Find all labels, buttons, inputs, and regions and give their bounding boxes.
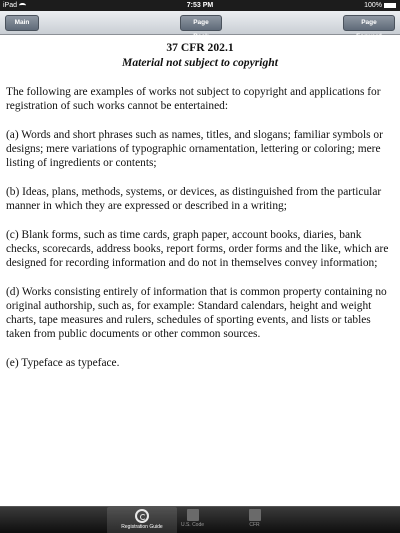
paragraph-c: (c) Blank forms, such as time cards, graph paper, account books, diaries, bank checks, scorecards, address books, report forms, order forms and the like, which are designed for recording information and do not in themselves convey information; bbox=[6, 229, 389, 269]
paragraph-b: (b) Ideas, plans, methods, systems, or devices, as distinguished from the particular manner in which they are expressed or described in a writing; bbox=[6, 186, 382, 212]
document-content bbox=[6, 41, 394, 385]
page-forward-button[interactable]: Page Forward bbox=[343, 15, 395, 31]
battery-percent: 100% bbox=[364, 2, 382, 9]
book-icon bbox=[187, 509, 199, 521]
book-icon bbox=[249, 509, 261, 521]
status-right bbox=[364, 0, 396, 11]
tab-cfr[interactable] bbox=[232, 507, 277, 533]
status-bar bbox=[0, 0, 400, 11]
paragraph-d: (d) Works consisting entirely of information that is common property containing no original authorship, such as, for example: Standard calendars, height and weight charts, tape measures and rulers, schedules of sporting events, and lists or tables taken from public documents or other common sources. bbox=[6, 286, 387, 340]
main-button[interactable]: Main bbox=[5, 15, 39, 31]
document-subtitle: Material not subject to copyright bbox=[122, 56, 278, 69]
paragraph-a: (a) Words and short phrases such as names, titles, and slogans; familiar symbols or designs; mere variations of typographic ornamentation, lettering or coloring; mere listing of ingredients or contents; bbox=[6, 129, 383, 169]
paragraph-e: (e) Typeface as typeface. bbox=[6, 357, 120, 369]
device-label: iPad bbox=[3, 2, 18, 9]
navigation-bar bbox=[0, 11, 400, 40]
tab-label: Registration Guide bbox=[121, 524, 163, 530]
tab-us-code[interactable] bbox=[170, 507, 215, 533]
battery-icon bbox=[384, 3, 396, 8]
tab-registration-guide[interactable] bbox=[107, 507, 177, 533]
tab-bar bbox=[0, 506, 400, 533]
status-time: 7:53 PM bbox=[186, 2, 214, 9]
registration-circle-icon bbox=[135, 509, 149, 523]
page-back-button[interactable]: Page Back bbox=[180, 15, 222, 31]
tab-label: CFR bbox=[249, 522, 260, 528]
tab-label: U.S. Code bbox=[180, 522, 205, 528]
document-title: 37 CFR 202.1 bbox=[166, 41, 234, 54]
paragraph-intro: The following are examples of works not subject to copyright and applications for registration of such works cannot be entertained: bbox=[6, 86, 381, 112]
